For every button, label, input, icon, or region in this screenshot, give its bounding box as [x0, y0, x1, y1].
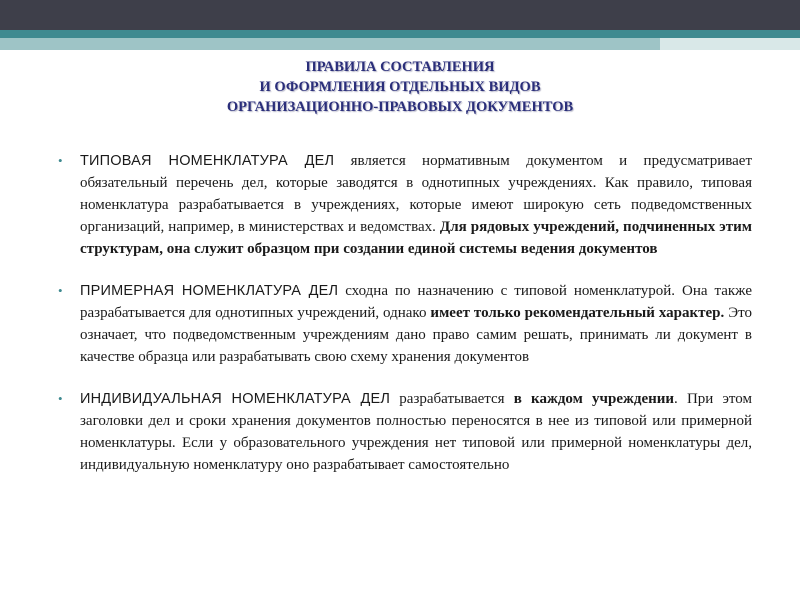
- header-band-teal: [0, 30, 800, 38]
- item-text-2: . При этом заголовки дел и сроки хранения документов полностью переносятся в нее из типовой или примерной номенклатуры. Если у образовательного учреждения нет типовой или примерной номенклатуры дел, индивидуальную номенклатуру оно разрабатывает самостоятельно: [80, 391, 752, 473]
- list-item-individual: [58, 388, 752, 476]
- item-lead: ПРИМЕРНАЯ НОМЕНКЛАТУРА ДЕЛ: [80, 283, 339, 299]
- bullet-list: [58, 150, 752, 496]
- item-bold-text: Для рядовых учреждений, подчиненных этим структурам, она служит образцом при создании единой системы ведения документов: [80, 219, 752, 257]
- slide-title: [100, 57, 700, 117]
- item-bold-text: имеет только рекомендательный характер.: [430, 305, 725, 321]
- item-text: сходна по назначению с типовой номенклатурой. Она также разрабатывается для однотипных учреждений, однако: [80, 283, 752, 321]
- item-text: разрабатывается: [390, 391, 514, 407]
- item-lead: ИНДИВИДУАЛЬНАЯ НОМЕНКЛАТУРА ДЕЛ: [80, 391, 391, 407]
- list-item-typical: [58, 150, 752, 260]
- title-line-1: ПРАВИЛА СОСТАВЛЕНИЯ: [305, 59, 495, 75]
- list-item-sample: [58, 280, 752, 368]
- header-band-light-end: [660, 38, 800, 50]
- bullet-icon: •: [58, 283, 63, 298]
- bullet-icon: •: [58, 391, 63, 406]
- title-line-2: И ОФОРМЛЕНИЯ ОТДЕЛЬНЫХ ВИДОВ: [259, 79, 541, 95]
- item-bold-text: в каждом учреждении: [513, 391, 675, 407]
- title-line-3: ОРГАНИЗАЦИОННО-ПРАВОВЫХ ДОКУМЕНТОВ: [226, 99, 574, 115]
- header-band-dark: [0, 0, 800, 30]
- bullet-icon: •: [58, 153, 63, 168]
- item-lead: ТИПОВАЯ НОМЕНКЛАТУРА ДЕЛ: [80, 153, 335, 169]
- item-text: является нормативным документом и предусматривает обязательный перечень дел, которые заводятся в однотипных учреждениях. Как правило, типовая номенклатура разрабатывается в учреждениях, которые имеют широкую сеть подведомственных организаций, например, в министерствах и ведомствах.: [80, 153, 752, 235]
- item-text-2: Это означает, что подведомственным учреждениям дано право самим решать, принимать ли документ в качестве образца или разрабатывать свою схему хранения документов: [80, 305, 752, 365]
